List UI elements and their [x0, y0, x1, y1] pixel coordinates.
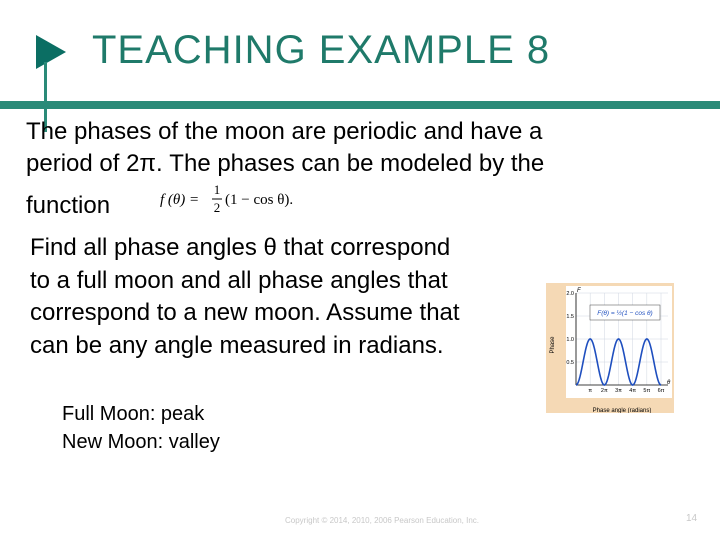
moon-phase-graph [546, 283, 674, 413]
title-rule [0, 101, 720, 109]
answer-new-moon: New Moon: valley [62, 431, 220, 453]
graph-x-tick-label: 5π [643, 388, 651, 394]
graph-x-tick-label: 6π [657, 388, 665, 394]
question-line-3: correspond to a new moon. Assume that [30, 299, 460, 326]
graph-x-tick-label: π [588, 388, 593, 394]
answer-list [62, 400, 220, 456]
question-line-4: can be any angle measured in radians. [30, 331, 444, 359]
graph-y-tick-label: 0.5 [566, 360, 574, 366]
formula-lhs: f (θ) = [160, 192, 200, 208]
page-number: 14 [686, 513, 698, 524]
graph-plot-area [566, 286, 672, 398]
graph-y-label: Phase [550, 336, 556, 354]
moon-phase-formula [158, 180, 328, 220]
graph-equation-label: F(θ) = ½(1 − cos θ) [597, 310, 653, 317]
slide-title: TEACHING EXAMPLE 8 [92, 28, 551, 72]
intro-line-3: function [26, 192, 111, 219]
graph-y-tick-label: 1.5 [566, 314, 574, 320]
question-line-2: to a full moon and all phase angles that [30, 266, 448, 294]
graph-x-label: Phase angle (radians) [592, 408, 652, 413]
graph-y-symbol: F [577, 288, 581, 294]
graph-x-tick-label: 3π [615, 388, 622, 394]
formula-numerator: 1 [213, 182, 221, 197]
graph-y-tick-label: 2.0 [566, 291, 574, 297]
graph-x-tick-label: 4π [629, 388, 637, 394]
title-bullet-icon [36, 35, 66, 69]
question-paragraph [30, 232, 460, 362]
formula-rhs: (1 − cos θ). [225, 192, 294, 208]
question-line-1: Find all phase angles θ that correspond [30, 234, 451, 261]
graph-x-symbol: θ [667, 380, 671, 386]
graph-y-tick-label: 1.0 [566, 337, 574, 343]
intro-line-2: period of 2π. The phases can be modeled by the [26, 150, 545, 177]
answer-full-moon: Full Moon: peak [62, 403, 205, 425]
copyright-notice: Copyright © 2014, 2010, 2006 Pearson Education, Inc. [285, 516, 480, 525]
graph-x-tick-label: 2π [600, 388, 608, 394]
formula-denominator: 2 [213, 200, 221, 215]
intro-line-1: The phases of the moon are periodic and have a [26, 118, 543, 145]
